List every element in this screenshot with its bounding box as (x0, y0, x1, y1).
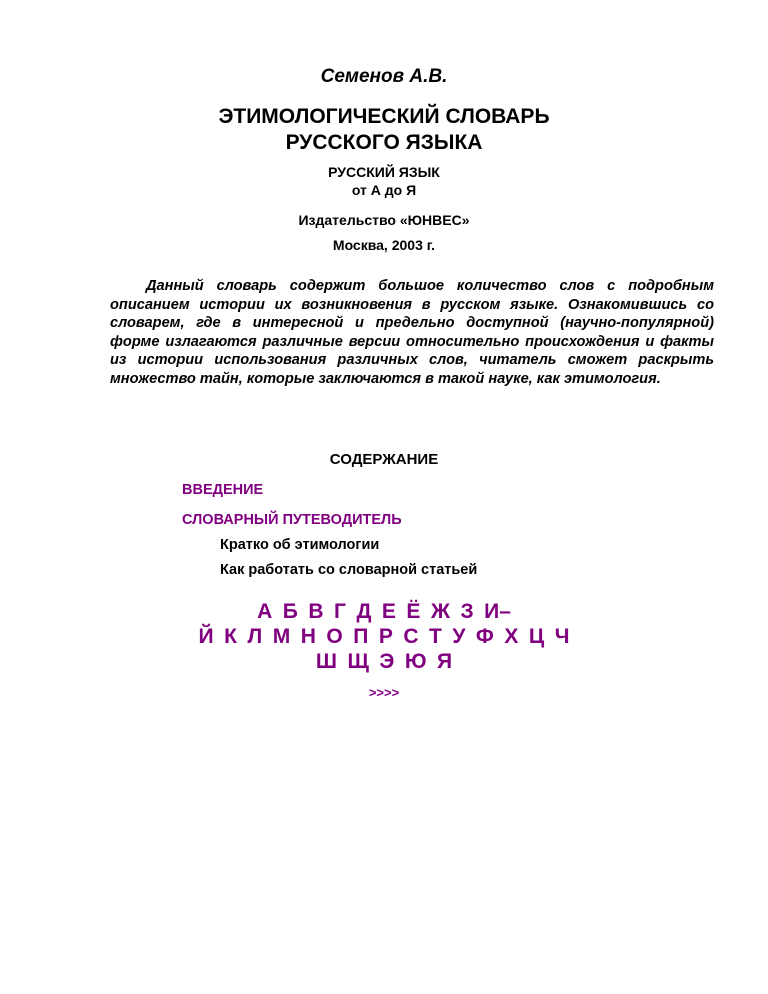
alphabet-letter-link[interactable]: М (272, 625, 291, 648)
toc-link-introduction[interactable]: ВВЕДЕНИЕ (182, 482, 264, 498)
alphabet-row-3 (0, 648, 768, 676)
alphabet-letter-link[interactable]: О (326, 625, 343, 648)
alphabet-dash: – (499, 600, 511, 623)
subtitle-line-2: от А до Я (351, 182, 417, 198)
publisher: Издательство «ЮНВЕС» (298, 212, 470, 228)
alphabet-letter-link[interactable]: У (452, 625, 466, 648)
alphabet-letter-link[interactable]: Р (378, 625, 393, 648)
alphabet-letter-link[interactable]: А (257, 600, 273, 623)
alphabet-letter-link[interactable]: П (353, 625, 369, 648)
alphabet-letter-link[interactable]: Л (247, 625, 263, 648)
alphabet-letter-link[interactable]: Ц (528, 625, 545, 648)
alphabet-row-1 (0, 598, 768, 626)
book-title-line-1: ЭТИМОЛОГИЧЕСКИЙ СЛОВАРЬ (218, 105, 550, 128)
toc-sub-etymology-brief: Кратко об этимологии (220, 537, 380, 553)
alphabet-letter-link[interactable]: Ф (475, 625, 494, 648)
alphabet-letter-link[interactable]: Ю (404, 650, 427, 673)
alphabet-row-2 (0, 623, 768, 651)
city-year: Москва, 2003 г. (332, 237, 436, 253)
book-title-line-2: РУССКОГО ЯЗЫКА (285, 131, 483, 154)
alphabet-letter-link[interactable]: Т (429, 625, 442, 648)
toc-heading: СОДЕРЖАНИЕ (329, 451, 439, 468)
alphabet-letter-link[interactable]: В (308, 600, 324, 623)
toc-sub-how-to-use: Как работать со словарной статьей (220, 562, 478, 578)
alphabet-letter-link[interactable]: Я (437, 650, 453, 673)
alphabet-letter-link[interactable]: Б (282, 600, 298, 623)
alphabet-letter-link[interactable]: Ё (406, 600, 421, 623)
book-subtitle (0, 163, 768, 199)
subtitle-line-1: РУССКИЙ ЯЗЫК (328, 164, 440, 180)
alphabet-letter-link[interactable]: Щ (347, 650, 369, 673)
alphabet-letter-link[interactable]: К (224, 625, 237, 648)
alphabet-letter-link[interactable]: Н (300, 625, 316, 648)
alphabet-letter-link[interactable]: И (484, 600, 500, 623)
alphabet-letter-link[interactable]: Г (334, 600, 346, 623)
alphabet-letter-link[interactable]: Е (381, 600, 396, 623)
alphabet-letter-link[interactable]: С (403, 625, 419, 648)
book-title (0, 104, 768, 156)
author-name: Семенов А.В. (320, 66, 448, 87)
alphabet-letter-link[interactable]: Й (198, 625, 214, 648)
alphabet-letter-link[interactable]: Д (356, 600, 372, 623)
alphabet-letter-link[interactable]: З (460, 600, 474, 623)
next-page-link-wrapper (0, 684, 768, 702)
alphabet-letter-link[interactable]: Х (504, 625, 519, 648)
alphabet-letter-link[interactable]: Ж (430, 600, 450, 623)
alphabet-letter-link[interactable]: Э (379, 650, 395, 673)
alphabet-letter-link[interactable]: Ч (554, 625, 570, 648)
next-page-link[interactable]: >>>> (368, 685, 400, 700)
alphabet-letter-link[interactable]: Ш (315, 650, 337, 673)
toc-link-dictionary-guide[interactable]: СЛОВАРНЫЙ ПУТЕВОДИТЕЛЬ (182, 512, 402, 528)
abstract-paragraph: Данный словарь содержит большое количество слов с подробным описанием истории их возникновения в русском языке. Ознакомившись со словарем, где в интересной и предельно доступной (научно-популярной) форме излагаются различные версии относительно происхождения и факты из истории использования различных слов, читатель сможет раскрыть множество тайн, которые заключаются в такой науке, как этимология. (110, 278, 714, 387)
